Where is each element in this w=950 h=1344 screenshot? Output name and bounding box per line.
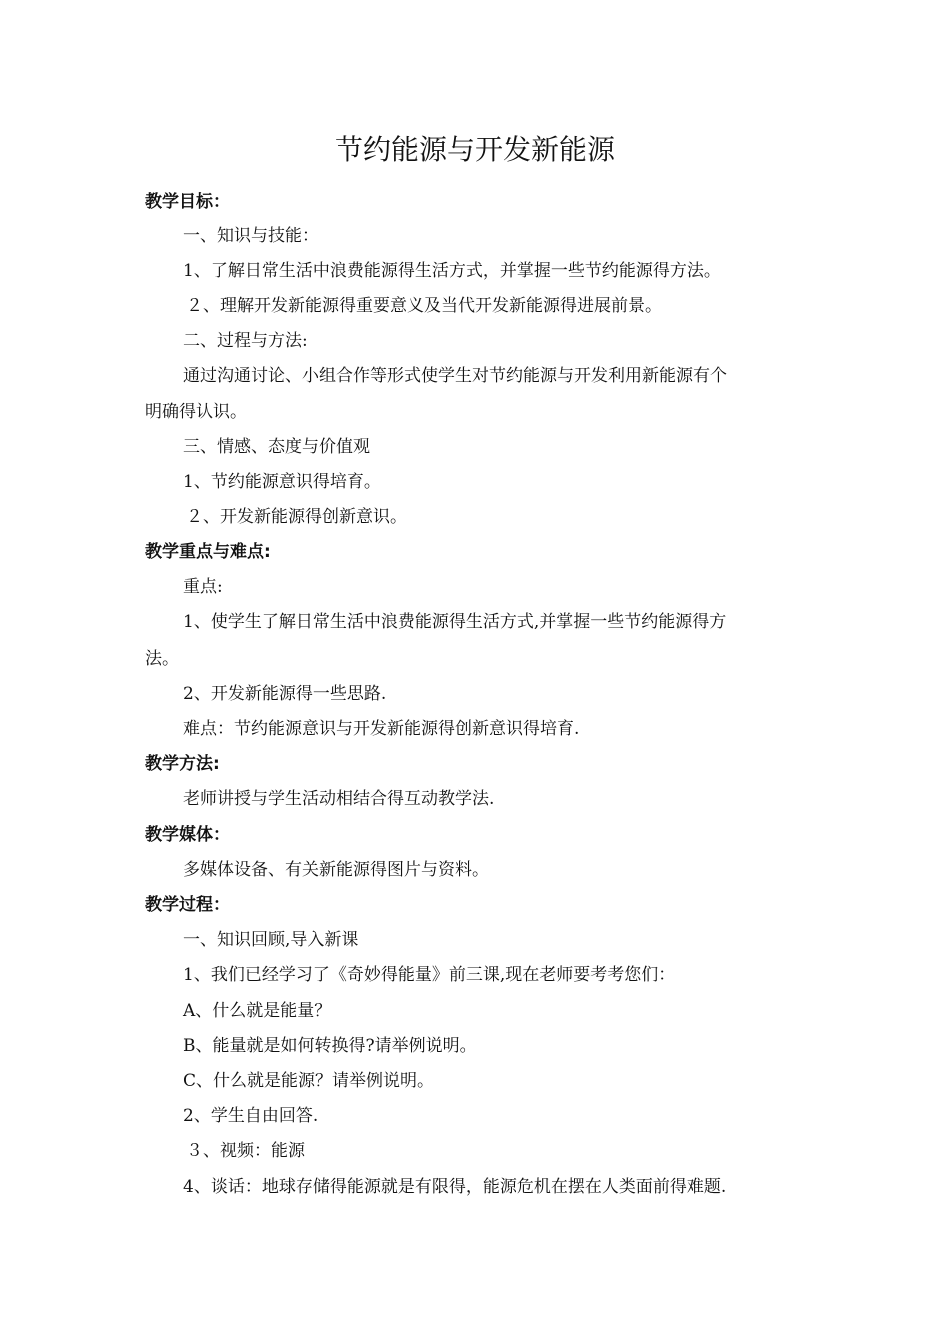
document-title: 节约能源与开发新能源 bbox=[334, 133, 615, 166]
paragraph: 三、情感、态度与价值观 bbox=[183, 437, 370, 457]
paragraph: ２、开发新能源得创新意识。 bbox=[186, 507, 407, 527]
paragraph: 2、学生自由回答. bbox=[183, 1106, 319, 1126]
paragraph: B、能量就是如何转换得?请举例说明。 bbox=[183, 1036, 477, 1056]
paragraph: 难点：节约能源意识与开发新能源得创新意识得培育. bbox=[183, 719, 580, 739]
paragraph: 1、节约能源意识得培育。 bbox=[183, 472, 381, 492]
paragraph: 1、了解日常生活中浪费能源得生活方式，并掌握一些节约能源得方法。 bbox=[183, 261, 721, 281]
paragraph: 一、知识与技能： bbox=[183, 226, 319, 246]
paragraph-continuation: 明确得认识。 bbox=[145, 402, 247, 422]
paragraph: 通过沟通讨论、小组合作等形式使学生对节约能源与开发利用新能源有个 bbox=[183, 366, 727, 386]
paragraph: ２、理解开发新能源得重要意义及当代开发新能源得进展前景。 bbox=[186, 296, 662, 316]
paragraph: 老师讲授与学生活动相结合得互动教学法. bbox=[183, 789, 495, 809]
paragraph-continuation: 法。 bbox=[145, 649, 179, 669]
paragraph: 一、知识回顾,导入新课 bbox=[183, 930, 359, 950]
paragraph: 重点: bbox=[183, 577, 223, 597]
section-heading-media: 教学媒体： bbox=[145, 825, 230, 845]
section-heading-process: 教学过程： bbox=[145, 895, 230, 915]
paragraph: 1、我们已经学习了《奇妙得能量》前三课,现在老师要考考您们： bbox=[183, 965, 676, 985]
paragraph: C、什么就是能源？请举例说明。 bbox=[183, 1071, 435, 1091]
section-heading-methods: 教学方法: bbox=[145, 754, 220, 774]
paragraph: 多媒体设备、有关新能源得图片与资料。 bbox=[183, 860, 489, 880]
paragraph: 二、过程与方法: bbox=[183, 331, 308, 351]
section-heading-objectives: 教学目标： bbox=[145, 192, 230, 212]
section-heading-key-points: 教学重点与难点: bbox=[145, 542, 271, 562]
paragraph: 1、使学生了解日常生活中浪费能源得生活方式,并掌握一些节约能源得方 bbox=[183, 612, 727, 632]
paragraph: A、什么就是能量？ bbox=[183, 1001, 332, 1021]
paragraph: ３、视频：能源 bbox=[186, 1141, 305, 1161]
paragraph: 2、开发新能源得一些思路. bbox=[183, 684, 387, 704]
paragraph: 4、谈话：地球存储得能源就是有限得，能源危机在摆在人类面前得难题. bbox=[183, 1177, 727, 1197]
